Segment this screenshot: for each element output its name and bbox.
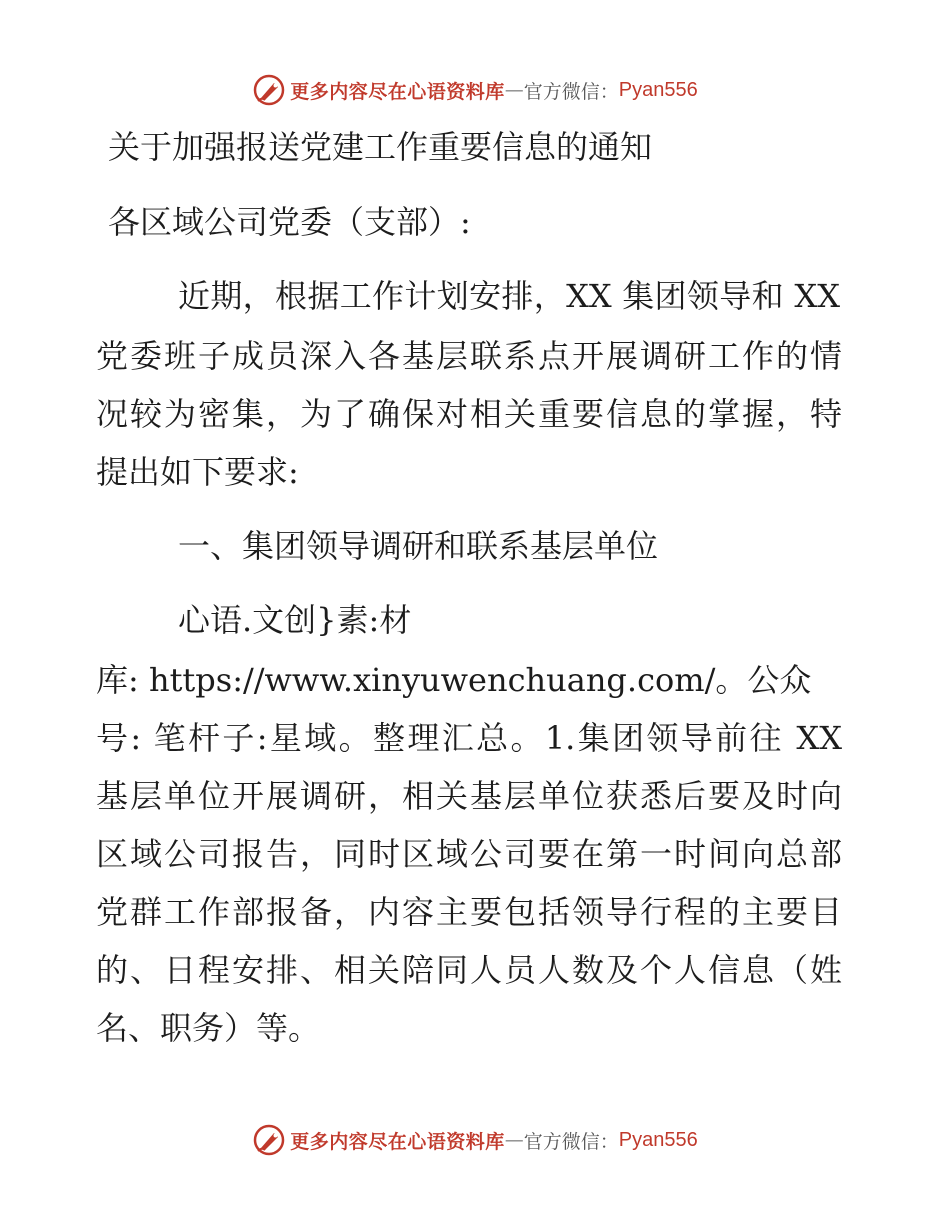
intro-paragraph-line: 党委班子成员深入各基层联系点开展调研工作的情 — [96, 337, 842, 375]
body-paragraph-line: 号: 笔杆子:星域。整理汇总。1.集团领导前往 XX — [96, 719, 842, 757]
intro-paragraph-line: 提出如下要求: — [96, 453, 299, 491]
watermark-official-label: 官方微信： — [523, 80, 619, 103]
document-title: 关于加强报送党建工作重要信息的通知 — [108, 128, 653, 166]
body-paragraph-line: 名、职务）等。 — [96, 1009, 321, 1047]
watermark-brand-text: 更多内容尽在心语资料库 — [290, 80, 505, 103]
intro-paragraph-line: 近期，根据工作计划安排，XX 集团领导和 XX — [178, 277, 840, 315]
body-paragraph-line: 党群工作部报备，内容主要包括领导行程的主要目 — [96, 893, 842, 931]
intro-paragraph-line: 况较为密集，为了确保对相关重要信息的掌握，特 — [96, 395, 842, 433]
watermark-separator: — — [504, 79, 524, 101]
body-paragraph-line: 基层单位开展调研，相关基层单位获悉后要及时向 — [96, 777, 842, 815]
body-paragraph-line: 的、日程安排、相关陪同人员人数及个人信息（姓 — [96, 951, 842, 989]
watermark-official-label: 官方微信： — [523, 1130, 619, 1153]
watermark-separator: — — [504, 1129, 524, 1151]
document-salutation: 各区域公司党委（支部）: — [108, 203, 471, 241]
watermark-wechat-id: Pyan556 — [618, 78, 698, 101]
pen-nib-logo-icon — [252, 1123, 286, 1157]
watermark-brand-text: 更多内容尽在心语资料库 — [290, 1130, 505, 1153]
body-paragraph-line: 库: https://www.xinyuwenchuang.com/。公众 — [96, 661, 812, 699]
section-heading: 一、集团领导调研和联系基层单位 — [178, 527, 659, 565]
bottom-watermark-banner — [0, 1120, 950, 1160]
body-paragraph-line: 区域公司报告，同时区域公司要在第一时间向总部 — [96, 835, 842, 873]
body-paragraph-line: 心语.文创}素:材 — [178, 601, 412, 639]
watermark-wechat-id: Pyan556 — [618, 1128, 698, 1151]
pen-nib-logo-icon — [252, 73, 286, 107]
top-watermark-banner — [0, 70, 950, 110]
